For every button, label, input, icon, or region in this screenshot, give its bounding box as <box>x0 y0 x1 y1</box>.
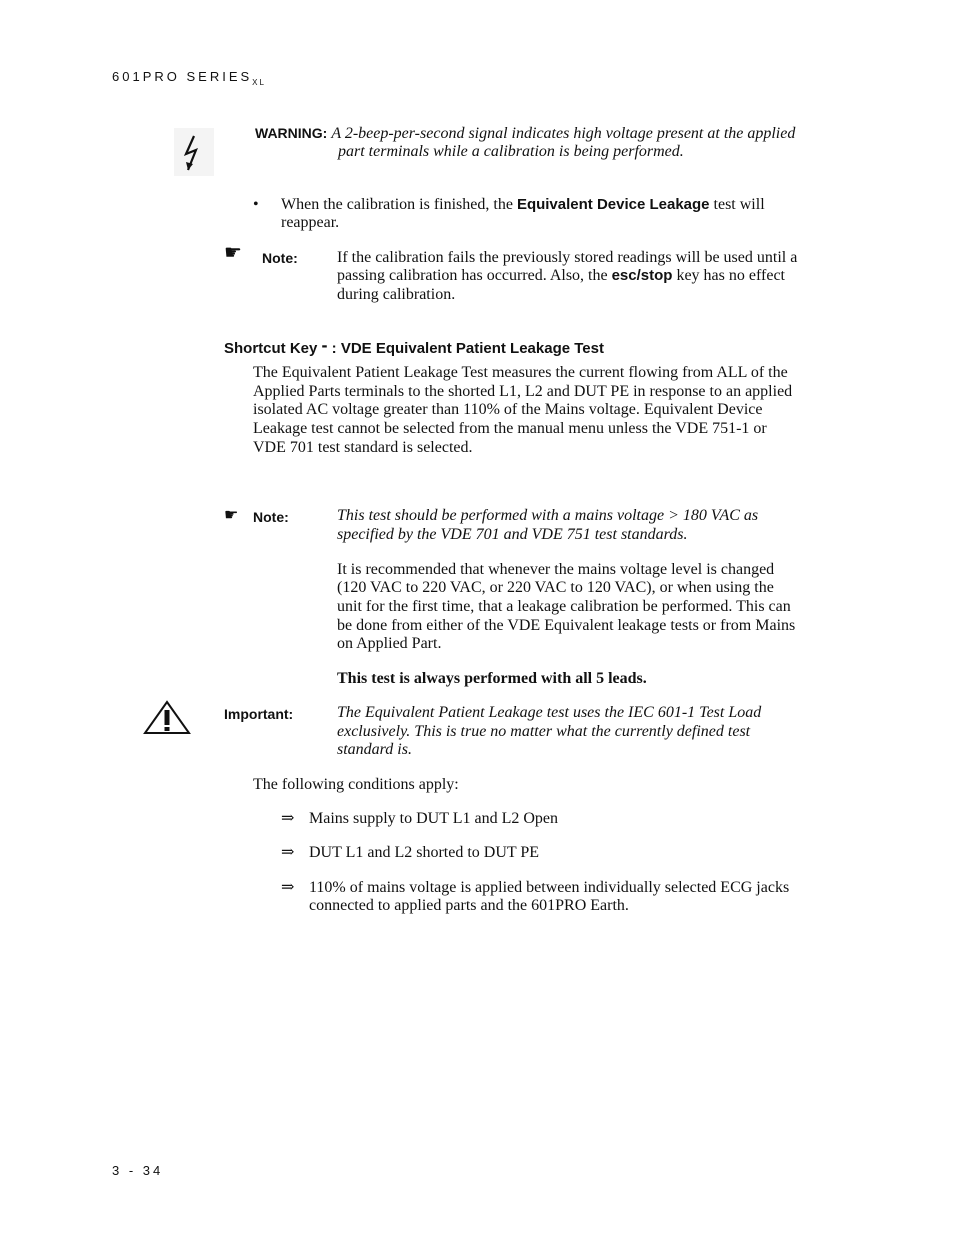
paragraph-line-2: Applied Parts terminals to the shorted L1, L2 and DUT PE in response to an applied <box>253 383 793 400</box>
note2-para-5: on Applied Part. <box>337 635 442 652</box>
note2-italic-1: This test should be performed with a mains voltage > 180 VAC as <box>337 507 759 524</box>
pointing-hand-icon: ☛ <box>224 507 239 524</box>
warning-label: WARNING: <box>255 125 328 141</box>
note1-line-1: If the calibration fails the previously stored readings will be used until a <box>337 249 798 266</box>
note2-para-2: (120 VAC to 220 VAC, or 220 VAC to 120 VAC), or when using the <box>337 579 774 596</box>
condition-arrow-2: ⇒ <box>281 844 295 861</box>
note1-text: passing calibration has occurred. Also, the <box>337 267 612 284</box>
condition-item-3-line-2: connected to applied parts and the 601PRO Earth. <box>309 897 629 914</box>
warning-line-1 <box>255 124 795 144</box>
condition-arrow-3: ⇒ <box>281 879 295 896</box>
important-line-2: exclusively. This is true no matter what the currently defined test <box>337 723 751 740</box>
warning-text-2: part terminals while a calibration is being performed. <box>338 143 684 160</box>
paragraph-line-3: isolated AC voltage greater than 110% of the Mains voltage. Equivalent Device <box>253 401 763 418</box>
condition-item-2: DUT L1 and L2 shorted to DUT PE <box>309 844 540 861</box>
page-header <box>112 68 266 93</box>
paragraph-line-4: Leakage test cannot be selected from the manual menu unless the VDE 751-1 or <box>253 420 767 437</box>
bullet-line-2: reappear. <box>281 214 340 231</box>
note1-line-3: during calibration. <box>337 286 456 303</box>
bullet-text-post: test will <box>709 196 765 213</box>
condition-item-1: Mains supply to DUT L1 and L2 Open <box>309 810 559 827</box>
bullet-text-pre: When the calibration is finished, the <box>281 196 517 213</box>
paragraph-line-1: The Equivalent Patient Leakage Test measures the current flowing from ALL of the <box>253 364 788 381</box>
note2-italic-2: specified by the VDE 701 and VDE 751 test standards. <box>337 526 688 543</box>
shortcut-key-symbol: - <box>321 335 328 355</box>
pointing-hand-icon: ☛ <box>224 242 242 264</box>
high-voltage-icon <box>174 128 214 176</box>
esc-stop-key: esc/stop <box>611 267 673 284</box>
header-series: 601PRO SERIES <box>112 69 253 84</box>
bullet-line-1 <box>281 196 765 215</box>
condition-item-3-line-1: 110% of mains voltage is applied between individually selected ECG jacks <box>309 879 790 896</box>
note1-text-post: key has no effect <box>672 267 785 284</box>
note2-para-4: be done from either of the VDE Equivalent leakage tests or from Mains <box>337 617 796 634</box>
bullet-bold-term: Equivalent Device Leakage <box>516 196 710 213</box>
warning-text-1: A 2-beep-per-second signal indicates high voltage present at the applied <box>331 125 796 142</box>
paragraph-line-5: VDE 701 test standard is selected. <box>253 439 473 456</box>
condition-arrow-1: ⇒ <box>281 810 295 827</box>
note2-para-1: It is recommended that whenever the mains voltage level is changed <box>337 561 775 578</box>
important-line-3: standard is. <box>337 741 412 758</box>
important-line-1: The Equivalent Patient Leakage test uses the IEC 601-1 Test Load <box>337 704 762 721</box>
note2-para-3: unit for the first time, that a leakage calibration be performed. This can <box>337 598 791 615</box>
bullet-symbol: • <box>253 196 259 213</box>
page-number: 3 - 34 <box>112 1163 164 1178</box>
note1-line-2 <box>337 267 785 286</box>
header-suffix: XL <box>252 78 266 87</box>
section-heading <box>224 336 604 359</box>
caution-triangle-icon <box>143 700 191 736</box>
section-title: : VDE Equivalent Patient Leakage Test <box>327 340 604 357</box>
note1-label: Note: <box>262 250 298 266</box>
conditions-intro: The following conditions apply: <box>253 776 459 793</box>
note2-bold-line: This test is always performed with all 5 leads. <box>337 670 647 687</box>
important-label: Important: <box>224 706 294 722</box>
note2-label: Note: <box>253 509 289 525</box>
section-prefix: Shortcut Key <box>224 340 322 357</box>
